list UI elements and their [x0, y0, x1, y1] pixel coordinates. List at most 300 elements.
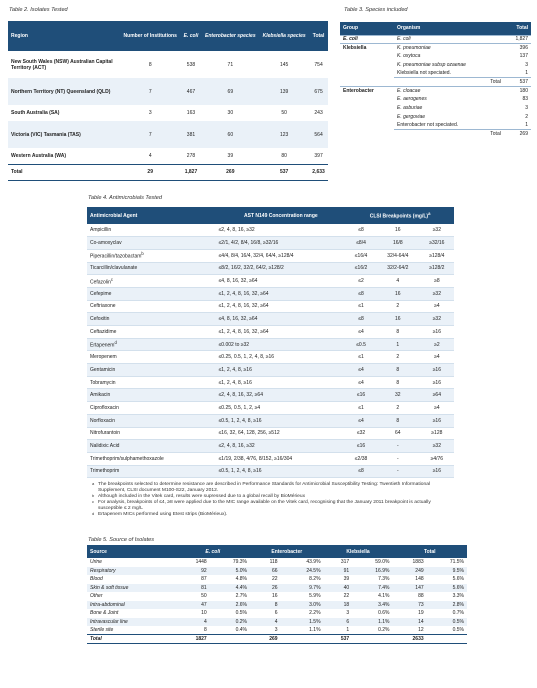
table4-breakpoint-cell: ≥4/76 [430, 455, 444, 462]
table4-breakpoint-cell: ≥8 [434, 278, 440, 285]
table4-agent-cell: Norfloxacin [87, 414, 216, 427]
footnote-marker: a [92, 481, 95, 486]
table5-value-cell: 5.6% [452, 576, 464, 583]
table2-cell: 139 [259, 78, 309, 105]
table5-value-cell: 1.1% [309, 627, 321, 633]
table4-breakpoint-cell: ≥16 [432, 379, 441, 386]
table-row [87, 326, 454, 339]
table5-header-cell: Enterobacter [250, 545, 324, 558]
table5-value-cell: 1448 [195, 559, 207, 566]
table4-breakpoint-cell: 32/4-64/4 [387, 252, 409, 259]
table4-breakpoint-cell: 32/2-64/2 [376, 262, 420, 275]
table5-value-cell: 5.0% [210, 567, 250, 576]
table4-range-cell: ≤1, 2, 4, 8, ≥16 [216, 364, 347, 377]
table5-value-cell: 10 [201, 610, 207, 617]
table5-value-cell: 8.2% [309, 576, 321, 583]
table5-value-cell: 92 [176, 567, 210, 576]
table4-range-cell: ≤2/1, 4/2, 8/4, 16/8, ≥32/16 [216, 237, 347, 250]
table5-value-cell: 81 [176, 584, 210, 593]
table3-group-cell [340, 121, 394, 130]
table4-agent-cell: Nitrofurantoin [90, 430, 121, 437]
table-row [87, 440, 454, 453]
table-row [87, 338, 454, 351]
footnote-marker: c [110, 276, 113, 282]
table4-agent-cell: Tobramycin [90, 379, 116, 386]
table5-empty-cell [427, 635, 467, 644]
table4-agent-cell: Ampicillin [90, 227, 112, 234]
table5-value-cell: 4.4% [210, 584, 250, 593]
table2-cell: 7 [120, 78, 180, 105]
table-row [87, 452, 454, 465]
table4-agent-cell: Piperacillin/tazobactam$^b$ [90, 251, 144, 261]
table-row [8, 148, 328, 164]
table4-breakpoint-cell: 2 [396, 404, 400, 411]
footnote [92, 482, 452, 494]
table4-agent-cell: Trimethoprim [87, 465, 216, 478]
table4-breakpoint-cell: ≤2/38 [354, 455, 368, 462]
table2-cell: 3 [148, 110, 152, 116]
table4-breakpoint-cell: ≤1 [358, 354, 364, 361]
table5-value-cell: 87 [201, 576, 207, 583]
source-table [87, 545, 467, 644]
table4-range-cell: ≤2, 4, 8, 16, ≥32 [216, 440, 347, 453]
table5-value-cell: 4.1% [378, 593, 390, 600]
table4-breakpoint-cell: 2 [396, 354, 400, 361]
table5-value-cell: 26 [250, 584, 281, 593]
table2-cell: 278 [186, 152, 196, 159]
table4-range-cell: ≤1, 2, 4, 8, 16, 32, ≥64 [216, 287, 347, 300]
table3-total-cell: 269 [504, 130, 531, 139]
table4-breakpoint-cell: ≤1 [358, 303, 364, 310]
table3-total-cell: 180 [504, 87, 531, 96]
table4-breakpoint-cell: 8 [376, 414, 420, 427]
table2-header-cell: Region [8, 21, 120, 51]
table4-breakpoint-cell: 8 [396, 379, 400, 386]
table4-agent-cell: Ticarcillin/clavulanate [87, 262, 216, 275]
table5-value-cell: 0.2% [378, 627, 390, 633]
table5-value-cell: 3.0% [281, 601, 324, 610]
table3-group-cell: E. coli [340, 35, 394, 44]
table4-breakpoint-cell: ≥32 [420, 287, 454, 300]
table3-caption: Table 3. Species included [344, 7, 408, 13]
table-row [87, 237, 454, 250]
table4-breakpoint-cell: ≤0.5 [346, 338, 376, 351]
footnote-text: The breakpoints selected to determine resistance are described in Performance Standards for Antimicrobial Susceptibility Testing: Twentieth Informational Supplement, CLSI document M100-S22, January 2012. [98, 482, 431, 493]
table5-value-cell: 2.2% [309, 610, 321, 617]
table2-cell: 30 [227, 110, 234, 116]
table5-value-cell: 7.4% [352, 584, 392, 593]
table5-total-row [87, 635, 467, 644]
table4-breakpoint-cell: - [396, 455, 399, 462]
table-row [87, 427, 454, 440]
table4-agent-cell: Ceftazidime [90, 328, 117, 335]
table5-value-cell: 22 [343, 593, 350, 600]
table4-range-cell: ≤0.25, 0.5, 1, 2, ≥4 [218, 404, 261, 411]
table-row [87, 618, 467, 627]
table4-agent-cell: Meropenem [90, 354, 117, 361]
table3-organism-cell: E. aerogenes [397, 96, 427, 103]
table5-value-cell: 71.5% [449, 559, 464, 566]
table5-total-cell: 537 [324, 635, 353, 644]
table3-total-cell: 1 [525, 121, 528, 128]
table5-value-cell: 79.3% [232, 559, 248, 566]
table5-value-cell: 3.3% [452, 593, 464, 600]
table5-value-cell: 66 [250, 567, 281, 576]
table2-total-cell: 29 [120, 164, 180, 180]
table2-total-cell: 2,633 [309, 164, 328, 180]
table4-breakpoint-cell: ≤16 [346, 440, 376, 453]
table-row [87, 287, 454, 300]
table4-breakpoint-cell: 4 [396, 278, 400, 285]
table2-cell: 4 [148, 152, 152, 159]
table5-value-cell: 2.8% [427, 601, 467, 610]
table4-header-cell: Antimicrobial Agent [87, 207, 216, 224]
footnote-marker: b [141, 251, 144, 257]
table3-total-cell: 396 [504, 44, 531, 53]
table5-value-cell: 5.6% [427, 584, 467, 593]
table5-value-cell: 0.2% [210, 618, 250, 627]
table4-range-cell: ≤1/19, 2/38, 4/76, 8/152, ≥16/304 [218, 455, 293, 462]
table3-organism-cell: K. pneumoniae subsp ozaenae [397, 62, 466, 69]
table5-value-cell: 3 [274, 627, 278, 633]
table3-total-cell: 3 [525, 105, 528, 112]
table4-breakpoint-cell: ≥16 [420, 414, 454, 427]
table4-breakpoint-cell: ≥128 [431, 430, 443, 437]
table4-agent-cell: Ceftriaxone [90, 303, 116, 310]
table4-breakpoint-cell: 8 [396, 328, 400, 335]
table-row [87, 558, 467, 567]
table4-range-cell: ≤1, 2, 4, 8, ≥16 [218, 379, 252, 386]
table4-breakpoint-cell: ≥32 [420, 440, 454, 453]
table5-source-cell: Intra-abdominal [87, 601, 176, 610]
table5-caption: Table 5. Source of Isolates [88, 537, 155, 543]
table5-value-cell: 4 [176, 618, 210, 627]
table5-value-cell: 7.3% [378, 576, 390, 583]
table5-value-cell: 4 [250, 618, 281, 627]
table-row [87, 575, 467, 584]
table5-value-cell: 43.9% [306, 559, 321, 566]
table5-source-cell: Blood [90, 576, 103, 583]
species-table [340, 22, 531, 138]
table-row [87, 465, 454, 478]
table-row [87, 609, 467, 618]
table2-cell: 69 [202, 78, 260, 105]
isolates-table [8, 21, 328, 181]
table5-value-cell: 16 [271, 593, 278, 600]
table5-value-cell: 16.9% [352, 567, 392, 576]
table2-total-cell: 1,827 [180, 164, 201, 180]
table5-value-cell: 73 [392, 601, 426, 610]
table2-cell: 675 [309, 78, 328, 105]
table5-source-cell: Skin & soft tissue [87, 584, 176, 593]
table2-header-cell: Enterobacter species [202, 21, 260, 51]
table4-breakpoint-cell: 16 [395, 227, 401, 234]
table-row [8, 78, 328, 105]
table4-range-cell: ≤4, 8, 16, 32, ≥64 [218, 278, 258, 285]
table4-breakpoint-cell: 2 [396, 303, 400, 310]
table5-value-cell: 249 [392, 567, 426, 576]
table4-range-cell: ≤0.002 to ≥32 [216, 338, 347, 351]
table4-agent-cell: Ciprofloxacin [90, 404, 119, 411]
table5-value-cell: 147 [392, 584, 426, 593]
table-row [8, 121, 328, 148]
table5-value-cell: 24.5% [281, 567, 324, 576]
table5-value-cell: 0.5% [452, 627, 464, 633]
footnote-marker: b [92, 493, 95, 498]
table3-organism-cell: E. coli [394, 35, 504, 44]
table-row [87, 262, 454, 275]
table4-breakpoint-cell: ≤8 [346, 465, 376, 478]
table5-value-cell: 8 [203, 627, 207, 633]
table4-breakpoint-cell: 8 [376, 364, 420, 377]
table5-value-cell: 6 [324, 618, 353, 627]
table-row [87, 275, 454, 288]
table3-header-cell: Group [340, 22, 394, 35]
table4-breakpoint-cell: ≥2 [420, 338, 454, 351]
table5-value-cell: 1883 [412, 559, 424, 566]
table-row [340, 61, 531, 70]
table3-total-cell: 537 [504, 78, 531, 87]
table5-value-cell: 9.5% [427, 567, 467, 576]
table5-value-cell: 1.1% [352, 618, 392, 627]
table4-range-cell: ≤1, 2, 4, 8, 16, 32, ≥64 [218, 303, 269, 310]
table4-breakpoint-cell: ≤32 [356, 430, 366, 437]
table4-header-cell: AST N149 Concentration range [216, 207, 347, 224]
table4-breakpoint-cell: - [376, 465, 420, 478]
table5-value-cell: 3.4% [352, 601, 392, 610]
table2-cell: 467 [180, 78, 201, 105]
table4-breakpoint-cell: ≥64 [420, 389, 454, 402]
table5-total-cell: 269 [250, 635, 281, 644]
table4-breakpoint-cell: ≤8 [346, 287, 376, 300]
table5-value-cell: 59.0% [375, 559, 390, 566]
table4-breakpoint-cell: ≤8/4 [346, 237, 376, 250]
table-row [87, 414, 454, 427]
table3-group-cell [340, 78, 394, 87]
table5-value-cell: 40 [324, 584, 353, 593]
table2-cell: 8 [148, 61, 152, 68]
table-row [87, 376, 454, 389]
table3-group-cell [340, 95, 394, 104]
table-row [87, 626, 467, 635]
table4-breakpoint-cell: 64 [395, 430, 401, 437]
footnote-marker: d [114, 340, 117, 346]
table2-cell: 564 [309, 121, 328, 148]
table5-value-cell: 0.5% [427, 618, 467, 627]
table5-value-cell: 39 [343, 576, 350, 583]
table5-total-cell: 1827 [176, 635, 210, 644]
table5-value-cell: 14 [392, 618, 426, 627]
table2-cell: 163 [186, 110, 196, 116]
table5-value-cell: 6 [274, 610, 278, 617]
table5-source-cell: Other [90, 593, 103, 600]
table3-total-cell: 3 [525, 62, 528, 69]
table4-breakpoint-cell: ≤16/2 [346, 262, 376, 275]
table2-header-cell: Klebsiella species [259, 21, 309, 51]
footnote-marker: c [92, 499, 94, 504]
table4-breakpoint-cell: ≥16 [420, 465, 454, 478]
table4-footnotes [92, 482, 452, 518]
table2-cell: 71 [227, 61, 234, 68]
table-row [87, 300, 454, 313]
table4-caption: Table 4. Antimicrobials Tested [88, 195, 163, 201]
table3-header-cell: Organism [394, 22, 504, 35]
table4-range-cell: ≤0.5, 1, 2, 4, 8, ≥16 [216, 465, 347, 478]
table4-breakpoint-cell: ≥4 [434, 404, 440, 411]
table-row [87, 351, 454, 364]
table4-breakpoint-cell: ≥32 [432, 227, 441, 234]
table-row [340, 44, 531, 53]
table2-header-cell: E. coli [180, 21, 201, 51]
table4-breakpoint-cell: - [376, 440, 420, 453]
table2-cell: 7 [120, 121, 180, 148]
table-row [340, 95, 531, 104]
table4-breakpoint-cell: ≥16 [420, 364, 454, 377]
antimicrobials-table [87, 207, 454, 478]
table3-total-cell: 1,827 [504, 35, 531, 44]
table4-breakpoint-cell: ≤16/4 [354, 252, 368, 259]
table3-organism-cell: K. pneumoniae [394, 44, 504, 53]
table-row [87, 224, 454, 237]
table3-organism-cell: Total [394, 78, 504, 87]
table2-cell: 145 [279, 61, 289, 68]
table5-source-cell: Intravascular line [87, 618, 176, 627]
table4-header-cell: CLSI Breakpoints $(mg/L)^a$ [346, 207, 454, 224]
table4-range-cell: ≤4, 8, 16, 32, ≥64 [216, 313, 347, 326]
table4-breakpoint-cell: ≤4 [358, 379, 364, 386]
table4-breakpoint-cell: ≥128/2 [420, 262, 454, 275]
table-row [87, 389, 454, 402]
table4-breakpoint-cell: ≥128/4 [429, 252, 445, 259]
table5-value-cell: 0.5% [235, 610, 248, 617]
table2-total-cell: 269 [202, 164, 260, 180]
table5-value-cell: 3 [346, 610, 350, 617]
footnote-text: Ertapenem MICs performed using Etest strips (BioMérieux). [98, 512, 228, 517]
table2-cell: 381 [180, 121, 201, 148]
table3-total-cell: 2 [525, 113, 528, 120]
table-row [340, 112, 531, 121]
table-row [340, 35, 531, 44]
table5-value-cell: 4.8% [235, 576, 248, 583]
table4-agent-cell: Cefepime [87, 287, 216, 300]
table2-total-cell: Total [8, 164, 120, 180]
footnote-marker: d [92, 511, 95, 516]
table5-value-cell: 2.6% [210, 601, 250, 610]
table5-value-cell: 0.4% [235, 627, 248, 633]
table2-cell: 60 [202, 121, 260, 148]
table4-breakpoint-cell: 1 [376, 338, 420, 351]
table5-source-cell: Urine [90, 559, 102, 566]
table2-cell: 50 [281, 110, 287, 116]
table-row [87, 601, 467, 610]
table3-total-cell: 1 [525, 70, 528, 77]
table4-agent-cell: Amikacin [87, 389, 216, 402]
table3-group-cell [340, 112, 394, 121]
table-row [340, 69, 531, 78]
table4-range-cell: ≤0.25, 0.5, 1, 2, 4, 8, ≥16 [218, 354, 275, 361]
table3-organism-cell: E. gergoviae [397, 113, 426, 120]
table5-value-cell: 5.9% [309, 593, 321, 600]
table4-breakpoint-cell: ≤1 [358, 404, 364, 411]
table5-empty-cell [352, 635, 392, 644]
table4-agent-cell: Cefazolin$^c$ [90, 276, 113, 286]
table4-breakpoint-cell: ≥32/16 [420, 237, 454, 250]
table4-breakpoint-cell: ≤16 [346, 389, 376, 402]
table5-value-cell: 317 [340, 559, 350, 566]
table3-header-cell: Total [504, 22, 531, 35]
table3-organism-cell: E. cloacae [394, 87, 504, 96]
table-row [87, 567, 467, 576]
table2-cell: 754 [314, 61, 323, 68]
table4-breakpoint-cell: 16 [376, 313, 420, 326]
table3-group-cell [340, 104, 394, 113]
table4-breakpoint-cell: ≤4 [346, 364, 376, 377]
table4-agent-cell: Gentamicin [87, 364, 216, 377]
table2-cell: Northern Territory (NT) Queensland (QLD) [8, 78, 120, 105]
table5-value-cell: 9.7% [281, 584, 324, 593]
table4-agent-cell: Nalidixic Acid [87, 440, 216, 453]
table5-value-cell: 118 [269, 559, 278, 566]
table2-header-cell: Number of Institutions [120, 21, 180, 51]
table3-organism-cell: Klebsiella not speciated. [397, 70, 451, 77]
table2-header-cell: Total [309, 21, 328, 51]
table5-total-cell: Total [87, 635, 176, 644]
table2-cell: Western Australia (WA) [11, 152, 67, 159]
table3-organism-cell: Enterobacter not speciated. [397, 121, 459, 128]
table2-cell: South Australia (SA) [11, 110, 60, 116]
table-row [8, 105, 328, 121]
table4-breakpoint-cell: ≤8 [358, 227, 364, 234]
table4-range-cell: ≤1, 2, 4, 8, 16, 32, ≥64 [218, 328, 269, 335]
table-row [87, 592, 467, 601]
table3-group-cell: Klebsiella [340, 44, 394, 53]
table4-agent-cell: Co-amoxyclav [87, 237, 216, 250]
footnote-marker: a [428, 211, 431, 217]
table-row [87, 402, 454, 415]
table4-breakpoint-cell: ≥4 [434, 303, 440, 310]
table5-value-cell: 19 [418, 610, 424, 617]
table5-header-cell: Total [392, 545, 467, 558]
table5-value-cell: 18 [324, 601, 353, 610]
table-row [340, 78, 531, 87]
table5-value-cell: 12 [418, 627, 424, 633]
table5-header-cell: E. coli [176, 545, 250, 558]
table2-caption: Table 2. Isolates Tested [9, 7, 68, 13]
footnote-text: Although included in the Vitek card, results were supressed due to a global recall by BioMérieux [98, 494, 306, 499]
table-row [87, 313, 454, 326]
table4-agent-cell: Ertapenem$^d$ [87, 338, 216, 351]
table3-group-cell [340, 52, 394, 61]
table5-value-cell: 50 [201, 593, 207, 600]
table5-value-cell: 8 [250, 601, 281, 610]
table3-organism-cell: Total [394, 130, 504, 139]
footnote [92, 512, 452, 518]
table3-group-cell [340, 130, 394, 139]
table4-breakpoint-cell: 16 [376, 287, 420, 300]
table5-value-cell: 2.7% [235, 593, 248, 600]
table3-total-cell: 137 [519, 53, 528, 60]
table2-cell: 80 [281, 152, 287, 159]
table4-breakpoint-cell: ≤4 [346, 414, 376, 427]
table4-breakpoint-cell: 16/8 [376, 237, 420, 250]
footnote [92, 500, 452, 512]
table4-breakpoint-cell: ≥4 [434, 354, 440, 361]
table2-cell: 243 [314, 110, 323, 116]
table3-group-cell: Enterobacter [340, 87, 394, 96]
table-row [8, 51, 328, 78]
table4-breakpoint-cell: ≤8 [346, 313, 376, 326]
table4-range-cell: ≤8/2, 16/2, 32/2, 64/2, ≥128/2 [216, 262, 347, 275]
